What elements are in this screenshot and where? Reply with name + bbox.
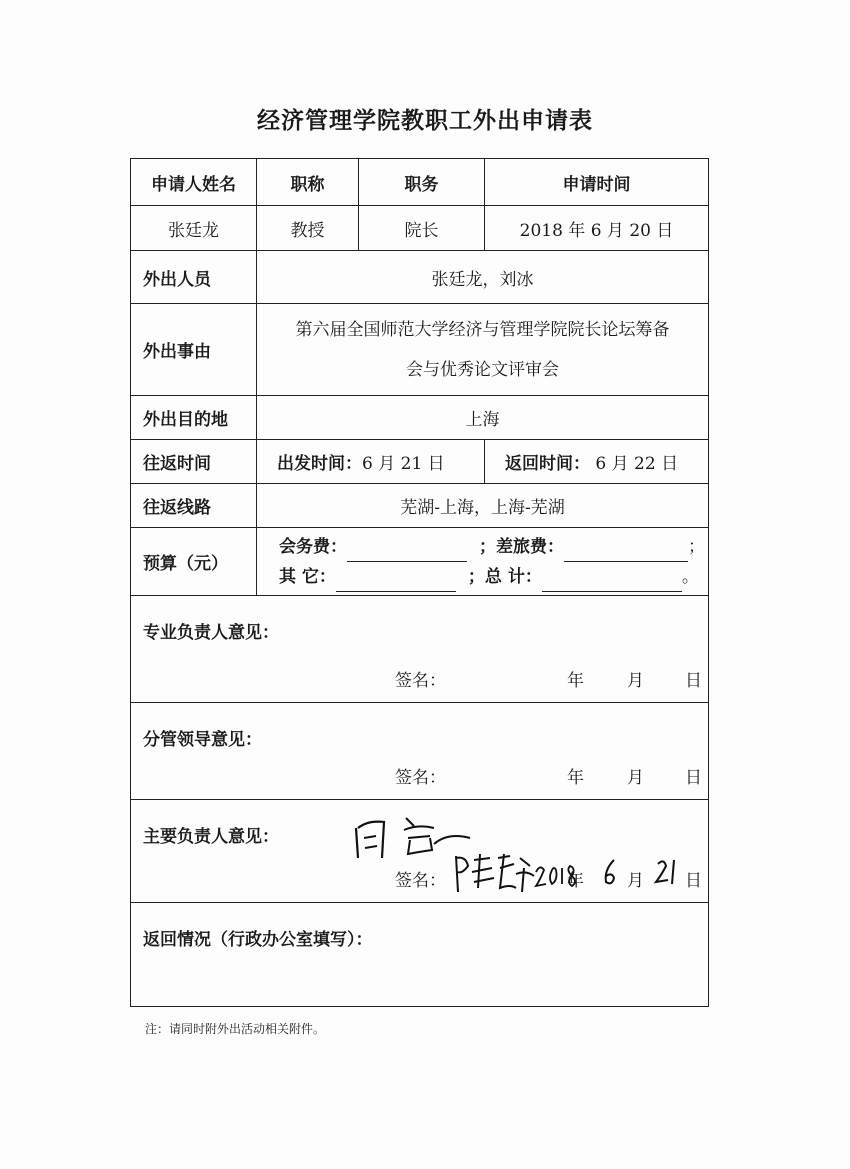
major-day: 日 — [685, 671, 702, 691]
budget-end: 。 — [681, 566, 699, 587]
budget-sep: ； — [688, 536, 705, 557]
header-position: 职务 — [359, 159, 485, 206]
other-fee-field[interactable] — [336, 573, 456, 592]
major-signature-line — [395, 666, 702, 691]
return-time-label: 返回时间： — [505, 454, 590, 474]
main-opinion-label: 主要负责人意见： — [143, 827, 279, 847]
destination-value: 上海 — [257, 396, 709, 440]
time-label: 往返时间 — [131, 440, 257, 484]
personnel-label: 外出人员 — [131, 251, 257, 304]
main-month: 月 — [627, 871, 644, 891]
depart-cell — [257, 440, 485, 484]
major-month: 月 — [627, 671, 644, 691]
reason-line-1: 第六届全国师范大学经济与管理学院院长论坛筹备 — [295, 319, 670, 340]
return-cell — [485, 440, 709, 484]
form-title: 经济管理学院教职工外出申请表 — [257, 108, 593, 134]
major-opinion-section — [131, 596, 709, 703]
total-fee-label: ；总 计： — [467, 566, 542, 587]
budget-fields — [257, 528, 709, 596]
main-day: 日 — [685, 871, 702, 891]
major-opinion-label: 专业负责人意见： — [143, 623, 279, 643]
destination-label: 外出目的地 — [131, 396, 257, 440]
personnel-value: 张廷龙，刘冰 — [257, 251, 709, 304]
major-year: 年 — [567, 671, 584, 691]
footnote: 注：请同时附外出活动相关附件。 — [145, 1022, 326, 1036]
handwritten-date — [532, 856, 692, 896]
applicant-position: 院长 — [359, 206, 485, 251]
main-year: 年 — [567, 871, 584, 891]
total-fee-field[interactable] — [542, 573, 682, 592]
travel-fee-label: ；差旅费： — [479, 536, 564, 557]
handwritten-signature — [450, 848, 540, 898]
header-date: 申请时间 — [485, 159, 709, 206]
route-label: 往返线路 — [131, 484, 257, 528]
deputy-opinion-label: 分管领导意见： — [143, 730, 262, 750]
header-title: 职称 — [257, 159, 359, 206]
deputy-year: 年 — [567, 768, 584, 788]
deputy-signature-line — [395, 763, 702, 788]
meeting-fee-label: 会务费： — [279, 536, 347, 557]
return-situation-label: 返回情况（行政办公室填写）： — [143, 930, 373, 950]
reason-line-2: 会与优秀论文评审会 — [406, 359, 559, 380]
return-situation-section — [131, 903, 709, 1007]
header-name: 申请人姓名 — [131, 159, 257, 206]
reason-label: 外出事由 — [131, 304, 257, 396]
other-fee-label: 其 它： — [279, 566, 336, 587]
applicant-name: 张廷龙 — [131, 206, 257, 251]
deputy-opinion-section — [131, 703, 709, 800]
deputy-sign-label: 签名： — [395, 768, 446, 788]
deputy-day: 日 — [685, 768, 702, 788]
route-value: 芜湖-上海，上海-芜湖 — [257, 484, 709, 528]
deputy-month: 月 — [627, 768, 644, 788]
applicant-date: 2018 年 6 月 20 日 — [485, 206, 709, 251]
return-time-value: 6 月 22 日 — [595, 454, 679, 474]
main-sign-label: 签名： — [395, 871, 446, 891]
depart-label: 出发时间： — [277, 454, 362, 474]
meeting-fee-field[interactable] — [347, 543, 467, 562]
budget-label: 预算（元） — [131, 528, 257, 596]
travel-fee-field[interactable] — [564, 543, 688, 562]
applicant-title: 教授 — [257, 206, 359, 251]
depart-value: 6 月 21 日 — [362, 454, 445, 474]
major-sign-label: 签名： — [395, 671, 446, 691]
reason-value — [257, 304, 709, 396]
